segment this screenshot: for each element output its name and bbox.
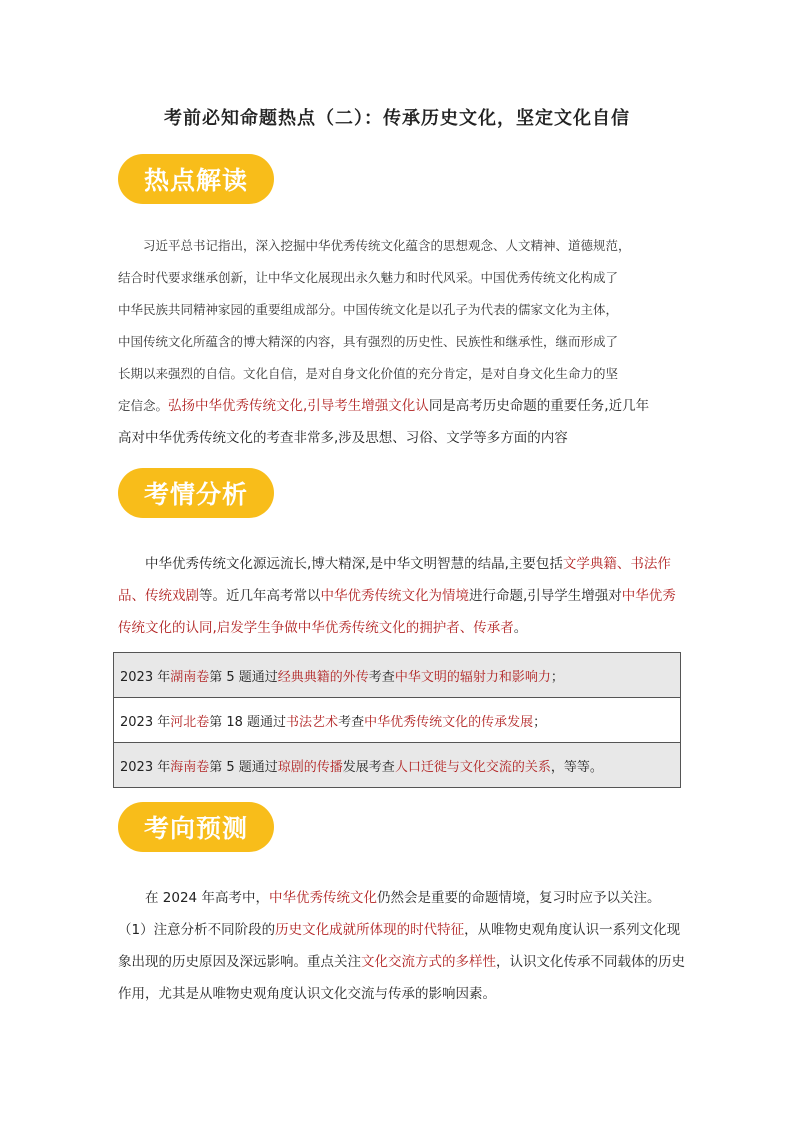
text-line: 中华民族共同精神家园的重要组成部分。中国传统文化是以孔子为代表的儒家文化为主体， [118, 302, 619, 317]
text-run: 同是高考历史命题的重要任务,近几年 [428, 398, 650, 414]
text-run: 定信念。 [118, 398, 169, 413]
page-title: 考前必知命题热点（二）：传承历史文化，坚定文化自信 [164, 108, 630, 129]
table-cell [114, 653, 681, 698]
text-run: 进行命题,引导学生增强对 [469, 588, 622, 604]
forecast-paragraph-1 [118, 882, 688, 914]
text-run: 第 5 题通过 [209, 759, 278, 775]
text-run: 第 5 题通过 [209, 669, 278, 685]
text-line: 中国传统文化所蕴含的博大精深的内容，具有强烈的历史性、民族性和继承性，继而形成了 [118, 334, 619, 349]
section-heading-label: 考向预测 [144, 814, 249, 843]
text-line [118, 390, 688, 422]
text-run: ，认识文化传承不同载体的历史作用，尤其是从唯物史观角度认识文化交流与传承的影响因素。 [118, 954, 685, 1002]
section-heading-forecast [118, 802, 274, 852]
highlight-text: 文学典籍、书法作品、传统戏剧 [118, 556, 671, 604]
table-row [114, 743, 681, 788]
highlight-text: 琼剧的传播 [277, 759, 343, 775]
text-run: ； [533, 714, 547, 730]
highlight-text: 中华文明的辐射力和影响力 [394, 669, 551, 685]
table-row [114, 698, 681, 743]
exam-analysis-paragraph [118, 548, 688, 644]
text-run: 等。近几年高考常以 [199, 588, 321, 604]
highlight-text: 书法艺术 [286, 714, 339, 730]
text-run: 。 [513, 620, 528, 636]
text-run: 仍然会是重要的命题情境，复习时应予以关注。 [376, 890, 661, 906]
text-line: 结合时代要求继承创新，让中华文化展现出永久魅力和时代风采。中国优秀传统文化构成了 [118, 270, 619, 285]
hot-point-paragraph [118, 230, 688, 454]
table-cell [114, 743, 681, 788]
highlight-text: 湖南卷 [170, 669, 210, 685]
text-run: ； [550, 669, 564, 685]
text-run: （1）注意分析不同阶段的 [118, 922, 276, 938]
highlight-text: 弘扬中华优秀传统文化,引导考生增强文化认 [168, 398, 429, 414]
highlight-text: 历史文化成就所体现的时代特征 [275, 922, 465, 938]
highlight-text: 文化交流方式的多样性 [361, 954, 496, 970]
table-cell [114, 698, 681, 743]
text-line: 习近平总书记指出，深入挖掘中华优秀传统文化蕴含的思想观念、人文精神、道德规范， [143, 238, 631, 253]
text-run: 第 18 题通过 [209, 714, 287, 730]
text-line: 高对中华优秀传统文化的考查非常多,涉及思想、习俗、文学等多方面的内容 [118, 430, 568, 446]
forecast-paragraph-2 [118, 914, 688, 1010]
highlight-text: 中华优秀传统文化的认同,启发学生争做中华优秀传统文化的拥护者、传承者 [118, 588, 676, 636]
text-run: 发展考查 [342, 759, 395, 775]
section-heading-label: 热点解读 [144, 166, 249, 195]
highlight-text: 人口迁徙与文化交流的关系 [394, 759, 551, 775]
exam-cases-table [113, 652, 681, 788]
text-run: 考查 [338, 714, 365, 730]
text-run: 2023 年 [120, 669, 171, 685]
highlight-text: 海南卷 [170, 759, 210, 775]
text-run: 在 2024 年高考中， [145, 890, 269, 906]
highlight-text: 经典典籍的外传 [277, 669, 369, 685]
section-heading-hot-point [118, 154, 274, 204]
text-run: 中华优秀传统文化源远流长,博大精深,是中华文明智慧的结晶,主要包括 [145, 556, 563, 572]
section-heading-exam-analysis [118, 468, 274, 518]
highlight-text: 中华优秀传统文化为情境 [320, 588, 469, 604]
highlight-text: 中华优秀传统文化 [268, 890, 377, 906]
text-run: ，从唯物史观角度认识一系列文化现象出现的历史原因及深远影响。重点关注 [118, 922, 681, 970]
highlight-text: 河北卷 [170, 714, 210, 730]
text-run: 2023 年 [120, 759, 171, 775]
table-row [114, 653, 681, 698]
highlight-text: 中华优秀传统文化的传承发展 [364, 714, 534, 730]
text-line: 长期以来强烈的自信。文化自信，是对自身文化价值的充分肯定，是对自身文化生命力的坚 [118, 366, 619, 381]
text-run: ，等等。 [550, 759, 603, 775]
text-run: 考查 [368, 669, 395, 685]
text-run: 2023 年 [120, 714, 171, 730]
section-heading-label: 考情分析 [144, 480, 249, 509]
